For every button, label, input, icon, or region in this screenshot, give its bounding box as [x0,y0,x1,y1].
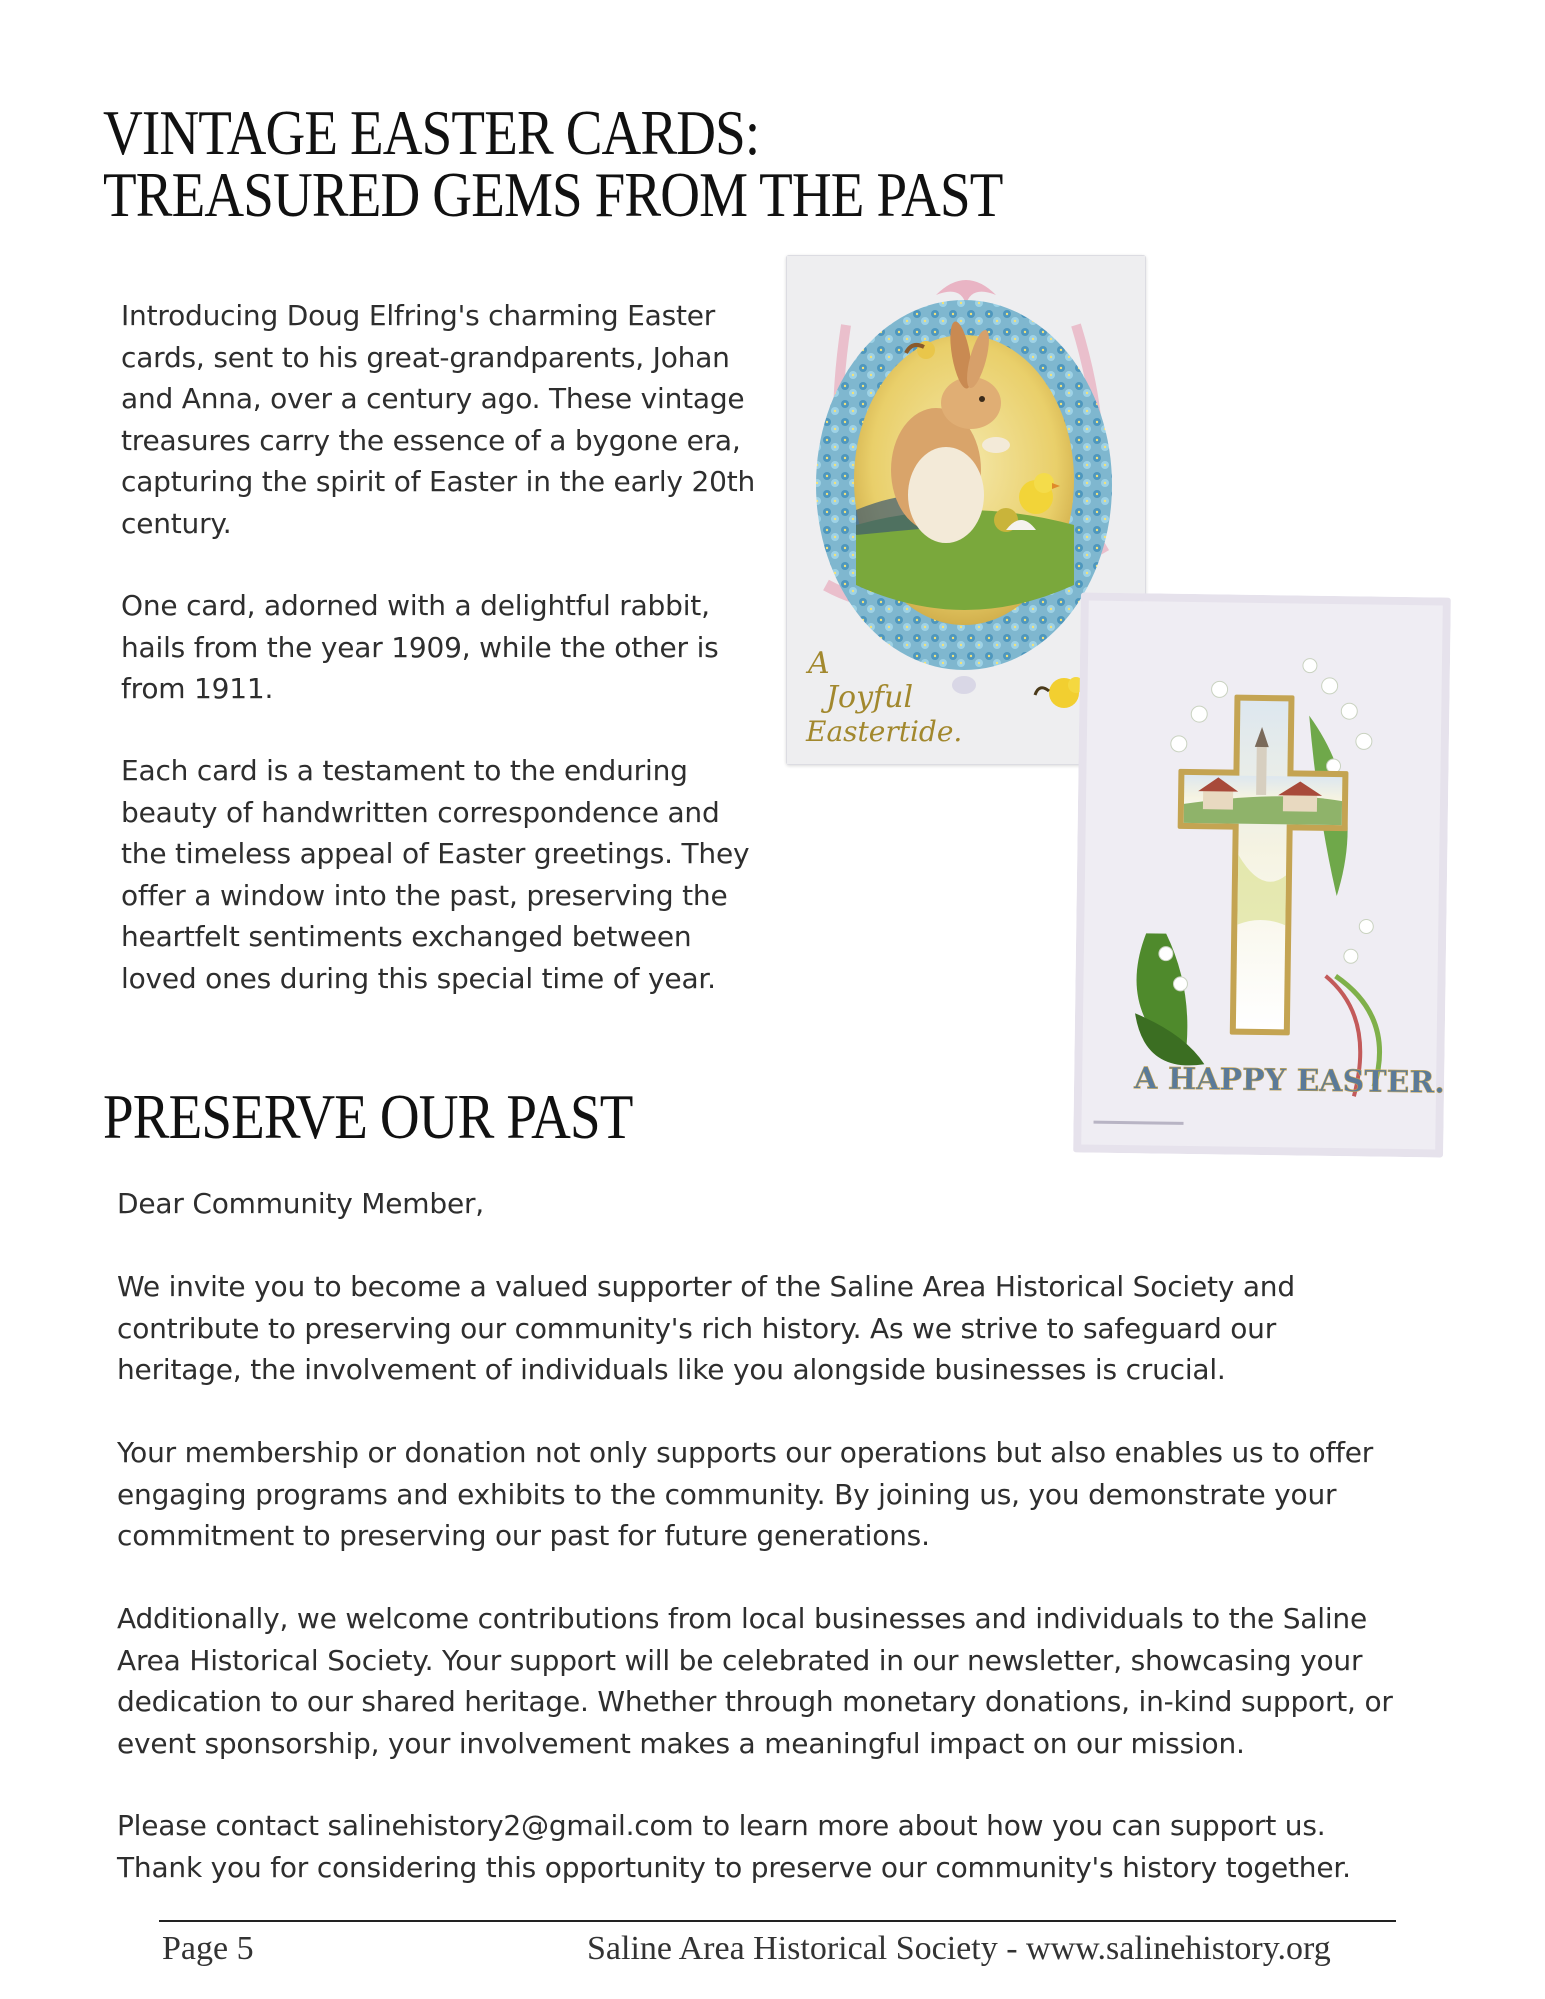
text-line: commitment to preserving our past for future generations. [117,1519,930,1552]
card-caption-eastertide: Eastertide. [806,715,963,748]
article-title-line-1: VINTAGE EASTER CARDS: [103,97,760,168]
footer-site-credit: Saline Area Historical Society - www.salinehistory.org [587,1930,1331,1967]
appeal-paragraph-3 [117,1598,1393,1764]
text-line: engaging programs and exhibits to the community. By joining us, you demonstrate your [117,1477,1337,1511]
text-line: and Anna, over a century ago. These vintage [121,382,745,415]
text-line: We invite you to become a valued supporter of the Saline Area Historical Society and [117,1270,1295,1303]
appeal-paragraph-1 [117,1266,1295,1391]
text-line: century. [121,506,232,540]
text-line: One card, adorned with a delightful rabbit, [121,589,710,622]
text-line: loved ones during this special time of year. [121,961,716,995]
text-line: Additionally, we welcome contributions from local businesses and individuals to the Saline [117,1602,1367,1635]
page-number: Page 5 [162,1930,254,1967]
article-title-line-2: TREASURED GEMS FROM THE PAST [103,159,1003,230]
text-line: from 1911. [121,672,274,705]
text-line: heritage, the involvement of individuals like you alongside businesses is crucial. [117,1353,1226,1386]
text-line: cards, sent to his great-grandparents, Johan [121,340,730,374]
intro-paragraph-2 [121,585,801,710]
text-line: Thank you for considering this opportunity to preserve our community's history together. [117,1850,1351,1884]
intro-paragraph-3 [121,750,801,999]
text-line: dedication to our shared heritage. Whether through monetary donations, in-kind support, or [117,1685,1393,1718]
text-line: treasures carry the essence of a bygone era, [121,423,741,457]
text-line: event sponsorship, your involvement makes a meaningful impact on our mission. [117,1726,1245,1760]
text-line: capturing the spirit of Easter in the early 20th [121,465,756,498]
card-caption-joyful: Joyful [826,680,914,715]
text-line: offer a window into the past, preserving the [121,878,728,912]
card-caption-happy-easter: A HAPPY EASTER. [1133,1061,1446,1101]
text-line: contribute to preserving our community's rich history. As we strive to safeguard our [117,1311,1277,1345]
text-line: the timeless appeal of Easter greetings. They [121,837,750,870]
text-line: Area Historical Society. Your support will be celebrated in our newsletter, showcasing your [117,1643,1363,1677]
text-line: heartfelt sentiments exchanged between [121,920,692,953]
letter-greeting [117,1183,484,1225]
intro-paragraph-1 [121,295,801,544]
card-caption-a: A [808,646,830,681]
text-line: Your membership or donation not only supports our operations but also enables us to offer [117,1436,1374,1469]
appeal-paragraph-2 [117,1432,1373,1557]
appeal-paragraph-4 [117,1805,1351,1888]
easter-postcard-1911-image [1073,592,1451,1157]
text-line: Dear Community Member, [117,1187,484,1220]
text-line: Please contact salinehistory2@gmail.com to learn more about how you can support us. [117,1809,1326,1842]
cross-lily-illustration [1073,592,1451,1157]
text-line: Introducing Doug Elfring's charming Easter [121,299,716,332]
text-line: Each card is a testament to the enduring [121,754,688,787]
text-line: hails from the year 1909, while the other is [121,630,719,664]
section-title-preserve: PRESERVE OUR PAST [103,1081,633,1152]
text-line: beauty of handwritten correspondence and [121,795,720,829]
footer-divider [159,1920,1396,1922]
